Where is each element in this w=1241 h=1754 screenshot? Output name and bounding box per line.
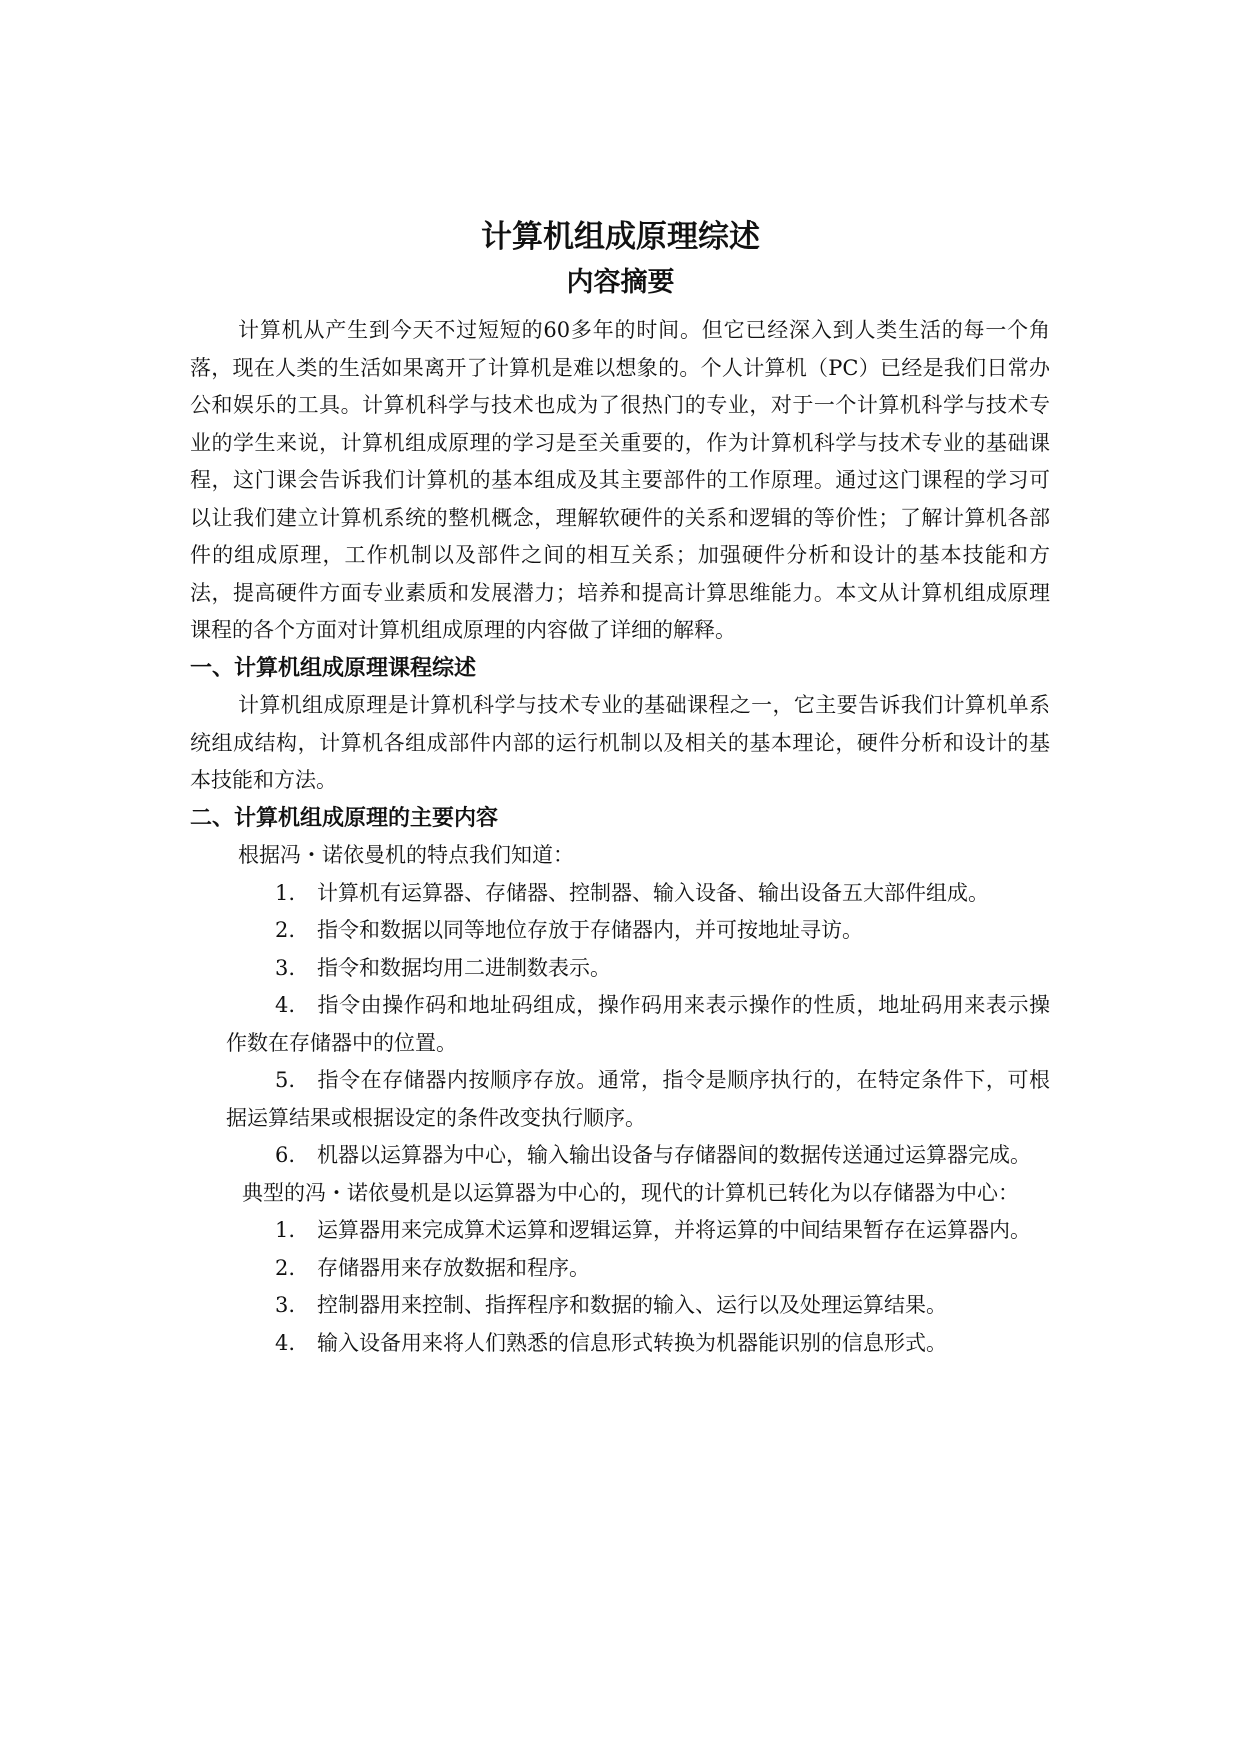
list-item-text: 机器以运算器为中心，输入输出设备与存储器间的数据传送通过运算器完成。 xyxy=(317,1143,1031,1167)
list-item xyxy=(190,1062,1050,1137)
list-item-number: 3. xyxy=(275,1293,296,1317)
list-item-number: 3. xyxy=(275,955,296,980)
section-2-heading: 二、计算机组成原理的主要内容 xyxy=(190,805,499,831)
section-1-paragraph: 计算机组成原理是计算机科学与技术专业的基础课程之一，它主要告诉我们计算机单系统组成结构，计算机各组成部件内部的运行机制以及相关的基本理论，硬件分析和设计的基本技能和方法。 xyxy=(190,693,1050,792)
list-item-number: 1. xyxy=(275,1218,296,1242)
list-item xyxy=(190,1287,1050,1325)
list-item-text: 指令由操作码和地址码组成，操作码用来表示操作的性质，地址码用来表示操作数在存储器中的位置。 xyxy=(226,993,1050,1055)
list-item-number: 2. xyxy=(275,918,296,942)
list-item-number: 1. xyxy=(275,880,296,905)
list-item-text: 存储器用来存放数据和程序。 xyxy=(317,1255,590,1280)
list-item-number: 2. xyxy=(275,1255,296,1280)
list-item xyxy=(190,1325,1050,1363)
list-item xyxy=(190,875,1050,913)
abstract-paragraph: 计算机从产生到今天不过短短的60多年的时间。但它已经深入到人类生活的每一个角落，现在人类的生活如果离开了计算机是难以想象的。个人计算机（PC）已经是我们日常办公和娱乐的工具。计算机科学与技术也成为了很热门的专业，对于一个计算机科学与技术专业的学生来说，计算机组成原理的学习是至关重要的，作为计算机科学与技术专业的基础课程，这门课会告诉我们计算机的基本组成及其主要部件的工作原理。通过这门课程的学习可以让我们建立计算机系统的整机概念，理解软硬件的关系和逻辑的等价性；了解计算机各部件的组成原理，工作机制以及部件之间的相互关系；加强硬件分析和设计的基本技能和方法，提高硬件方面专业素质和发展潜力；培养和提高计算思维能力。本文从计算机组成原理课程的各个方面对计算机组成原理的内容做了详细的解释。 xyxy=(190,318,1050,642)
list-item-text: 控制器用来控制、指挥程序和数据的输入、运行以及处理运算结果。 xyxy=(317,1293,947,1317)
list-item xyxy=(190,1212,1050,1250)
section-2-transition: 典型的冯・诺依曼机是以运算器为中心的，现代的计算机已转化为以存储器为中心： xyxy=(242,1180,1019,1205)
list-item xyxy=(190,912,1050,950)
section-2-intro: 根据冯・诺依曼机的特点我们知道： xyxy=(238,843,574,867)
list-item xyxy=(190,987,1050,1062)
list-item-number: 5. xyxy=(275,1068,296,1092)
list-item-text: 指令和数据以同等地位存放于存储器内，并可按地址寻访。 xyxy=(317,918,863,942)
list-item xyxy=(190,1137,1050,1175)
abstract-heading: 内容摘要 xyxy=(566,267,675,298)
document-body xyxy=(190,312,1050,1362)
list-item-number: 6. xyxy=(275,1143,296,1167)
list-item-text: 输入设备用来将人们熟悉的信息形式转换为机器能识别的信息形式。 xyxy=(317,1330,947,1355)
document-title: 计算机组成原理综述 xyxy=(481,219,760,255)
list-item-number: 4. xyxy=(275,993,296,1017)
list-item-number: 4. xyxy=(275,1330,296,1355)
list-item-text: 指令在存储器内按顺序存放。通常，指令是顺序执行的，在特定条件下，可根据运算结果或根据设定的条件改变执行顺序。 xyxy=(226,1068,1050,1130)
list-item-text: 运算器用来完成算术运算和逻辑运算，并将运算的中间结果暂存在运算器内。 xyxy=(317,1218,1031,1242)
section-1-heading: 一、计算机组成原理课程综述 xyxy=(190,655,477,681)
list-item xyxy=(190,1250,1050,1288)
list-item xyxy=(190,950,1050,988)
list-item-text: 计算机有运算器、存储器、控制器、输入设备、输出设备五大部件组成。 xyxy=(317,880,989,905)
list-item-text: 指令和数据均用二进制数表示。 xyxy=(317,955,611,980)
